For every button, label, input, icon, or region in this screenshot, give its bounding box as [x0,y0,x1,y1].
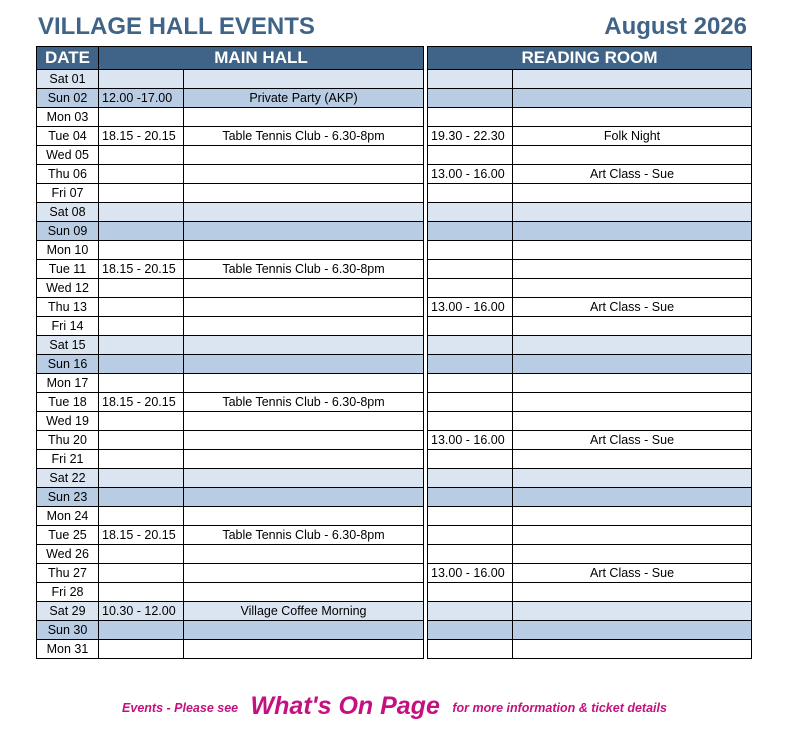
table-row [37,507,752,526]
reading-room-time-cell [428,146,513,165]
table-row [37,640,752,659]
footer-prefix: Events - Please see [122,701,239,715]
reading-room-time-cell [428,640,513,659]
main-hall-event-cell [184,70,424,89]
date-cell: Sat 15 [37,336,99,355]
reading-room-event-cell [513,602,752,621]
reading-room-column-header: READING ROOM [428,47,752,70]
main-hall-time-cell [99,412,184,431]
reading-room-event-cell: Art Class - Sue [513,165,752,184]
date-cell: Fri 07 [37,184,99,203]
main-hall-event-cell [184,298,424,317]
main-hall-event-cell [184,241,424,260]
main-hall-time-cell [99,298,184,317]
table-row [37,355,752,374]
date-cell: Sun 09 [37,222,99,241]
reading-room-event-cell [513,583,752,602]
reading-room-time-cell: 13.00 - 16.00 [428,165,513,184]
main-hall-event-cell [184,336,424,355]
reading-room-event-cell [513,89,752,108]
main-hall-time-cell [99,146,184,165]
main-hall-time-cell [99,469,184,488]
date-cell: Sat 22 [37,469,99,488]
date-cell: Wed 26 [37,545,99,564]
date-cell: Tue 11 [37,260,99,279]
table-row [37,203,752,222]
reading-room-time-cell [428,70,513,89]
date-cell: Sat 08 [37,203,99,222]
reading-room-event-cell [513,241,752,260]
main-hall-time-cell [99,583,184,602]
main-hall-event-cell: Village Coffee Morning [184,602,424,621]
table-row [37,260,752,279]
month-title: August 2026 [604,13,747,40]
main-hall-event-cell [184,355,424,374]
reading-room-event-cell [513,336,752,355]
reading-room-time-cell: 13.00 - 16.00 [428,431,513,450]
reading-room-time-cell [428,412,513,431]
main-hall-time-cell [99,222,184,241]
reading-room-time-cell [428,469,513,488]
main-hall-event-cell [184,279,424,298]
table-row [37,184,752,203]
main-hall-time-cell [99,203,184,222]
main-hall-time-cell [99,279,184,298]
table-row [37,279,752,298]
main-hall-event-cell [184,450,424,469]
main-hall-event-cell [184,222,424,241]
reading-room-time-cell [428,602,513,621]
date-cell: Wed 05 [37,146,99,165]
reading-room-time-cell [428,89,513,108]
main-hall-time-cell [99,336,184,355]
table-row [37,431,752,450]
table-row [37,526,752,545]
reading-room-time-cell [428,336,513,355]
reading-room-event-cell [513,70,752,89]
table-row [37,621,752,640]
date-cell: Thu 13 [37,298,99,317]
main-hall-time-cell [99,165,184,184]
reading-room-event-cell [513,640,752,659]
date-cell: Sun 02 [37,89,99,108]
date-cell: Tue 04 [37,127,99,146]
reading-room-event-cell [513,146,752,165]
reading-room-time-cell [428,317,513,336]
main-hall-event-cell [184,507,424,526]
table-row [37,602,752,621]
table-row [37,298,752,317]
date-cell: Mon 24 [37,507,99,526]
date-cell: Thu 06 [37,165,99,184]
reading-room-event-cell: Folk Night [513,127,752,146]
reading-room-time-cell: 13.00 - 16.00 [428,564,513,583]
reading-room-time-cell [428,279,513,298]
reading-room-time-cell [428,621,513,640]
main-hall-time-cell [99,564,184,583]
reading-room-event-cell: Art Class - Sue [513,564,752,583]
date-cell: Mon 17 [37,374,99,393]
main-hall-time-cell [99,431,184,450]
reading-room-time-cell [428,583,513,602]
main-hall-event-cell [184,583,424,602]
date-cell: Sun 16 [37,355,99,374]
main-hall-time-cell: 12.00 -17.00 [99,89,184,108]
table-row [37,374,752,393]
main-hall-event-cell: Table Tennis Club - 6.30-8pm [184,393,424,412]
main-hall-event-cell: Table Tennis Club - 6.30-8pm [184,260,424,279]
table-row [37,146,752,165]
reading-room-event-cell [513,393,752,412]
table-row [37,127,752,146]
reading-room-event-cell [513,222,752,241]
main-hall-time-cell [99,545,184,564]
main-hall-column-header: MAIN HALL [99,47,424,70]
main-hall-time-cell: 18.15 - 20.15 [99,526,184,545]
reading-room-event-cell [513,526,752,545]
reading-room-event-cell [513,260,752,279]
main-hall-event-cell [184,108,424,127]
date-cell: Fri 28 [37,583,99,602]
table-row [37,336,752,355]
reading-room-event-cell [513,184,752,203]
main-hall-time-cell [99,108,184,127]
date-cell: Mon 10 [37,241,99,260]
date-cell: Sat 29 [37,602,99,621]
table-row [37,222,752,241]
main-hall-event-cell [184,564,424,583]
date-cell: Tue 25 [37,526,99,545]
table-row [37,564,752,583]
main-hall-event-cell: Table Tennis Club - 6.30-8pm [184,127,424,146]
main-hall-time-cell: 18.15 - 20.15 [99,127,184,146]
main-hall-time-cell [99,640,184,659]
date-cell: Fri 21 [37,450,99,469]
reading-room-event-cell [513,621,752,640]
main-hall-event-cell: Table Tennis Club - 6.30-8pm [184,526,424,545]
main-hall-time-cell [99,184,184,203]
reading-room-event-cell [513,279,752,298]
main-hall-time-cell [99,70,184,89]
main-hall-time-cell [99,374,184,393]
reading-room-event-cell [513,317,752,336]
main-hall-time-cell [99,488,184,507]
table-row [37,450,752,469]
reading-room-event-cell [513,412,752,431]
reading-room-event-cell [513,355,752,374]
table-row [37,545,752,564]
table-row [37,165,752,184]
date-cell: Wed 12 [37,279,99,298]
reading-room-event-cell [513,203,752,222]
main-hall-event-cell [184,431,424,450]
main-hall-event-cell: Private Party (AKP) [184,89,424,108]
main-hall-event-cell [184,184,424,203]
date-cell: Mon 31 [37,640,99,659]
main-hall-event-cell [184,621,424,640]
main-hall-time-cell [99,450,184,469]
date-cell: Sun 23 [37,488,99,507]
reading-room-event-cell [513,374,752,393]
date-column-header: DATE [37,47,99,70]
reading-room-time-cell [428,374,513,393]
main-hall-event-cell [184,412,424,431]
reading-room-event-cell: Art Class - Sue [513,431,752,450]
main-hall-time-cell [99,507,184,526]
reading-room-time-cell [428,184,513,203]
date-cell: Thu 20 [37,431,99,450]
main-hall-time-cell [99,317,184,336]
main-hall-event-cell [184,317,424,336]
reading-room-event-cell [513,545,752,564]
reading-room-event-cell [513,488,752,507]
main-hall-event-cell [184,545,424,564]
table-row [37,89,752,108]
reading-room-event-cell [513,108,752,127]
whats-on-page-link[interactable]: What's On Page [250,692,440,720]
table-row [37,469,752,488]
table-row [37,70,752,89]
main-hall-event-cell [184,640,424,659]
table-row [37,488,752,507]
reading-room-time-cell [428,488,513,507]
reading-room-time-cell [428,355,513,374]
reading-room-time-cell [428,393,513,412]
main-hall-event-cell [184,374,424,393]
reading-room-time-cell [428,545,513,564]
reading-room-event-cell [513,450,752,469]
date-cell: Thu 27 [37,564,99,583]
reading-room-event-cell [513,469,752,488]
page-title: VILLAGE HALL EVENTS [38,13,315,40]
main-hall-time-cell [99,355,184,374]
reading-room-time-cell [428,203,513,222]
main-hall-time-cell: 10.30 - 12.00 [99,602,184,621]
reading-room-time-cell [428,450,513,469]
main-hall-event-cell [184,165,424,184]
main-hall-event-cell [184,146,424,165]
reading-room-time-cell [428,507,513,526]
main-hall-time-cell [99,621,184,640]
reading-room-time-cell: 19.30 - 22.30 [428,127,513,146]
events-table [36,46,752,659]
main-hall-time-cell [99,241,184,260]
reading-room-time-cell [428,526,513,545]
table-row [37,412,752,431]
date-cell: Sun 30 [37,621,99,640]
reading-room-time-cell [428,222,513,241]
table-row [37,393,752,412]
reading-room-event-cell: Art Class - Sue [513,298,752,317]
table-row [37,317,752,336]
reading-room-time-cell [428,260,513,279]
table-row [37,583,752,602]
footer-suffix: for more information & ticket details [452,701,667,715]
main-hall-event-cell [184,488,424,507]
date-cell: Mon 03 [37,108,99,127]
table-row [37,108,752,127]
footer-note [0,692,789,721]
date-cell: Wed 19 [37,412,99,431]
reading-room-time-cell [428,241,513,260]
table-header-row [37,47,752,70]
date-cell: Tue 18 [37,393,99,412]
reading-room-event-cell [513,507,752,526]
main-hall-event-cell [184,203,424,222]
main-hall-time-cell: 18.15 - 20.15 [99,260,184,279]
reading-room-time-cell [428,108,513,127]
table-body [37,70,752,659]
date-cell: Sat 01 [37,70,99,89]
reading-room-time-cell: 13.00 - 16.00 [428,298,513,317]
main-hall-event-cell [184,469,424,488]
table-row [37,241,752,260]
main-hall-time-cell: 18.15 - 20.15 [99,393,184,412]
date-cell: Fri 14 [37,317,99,336]
